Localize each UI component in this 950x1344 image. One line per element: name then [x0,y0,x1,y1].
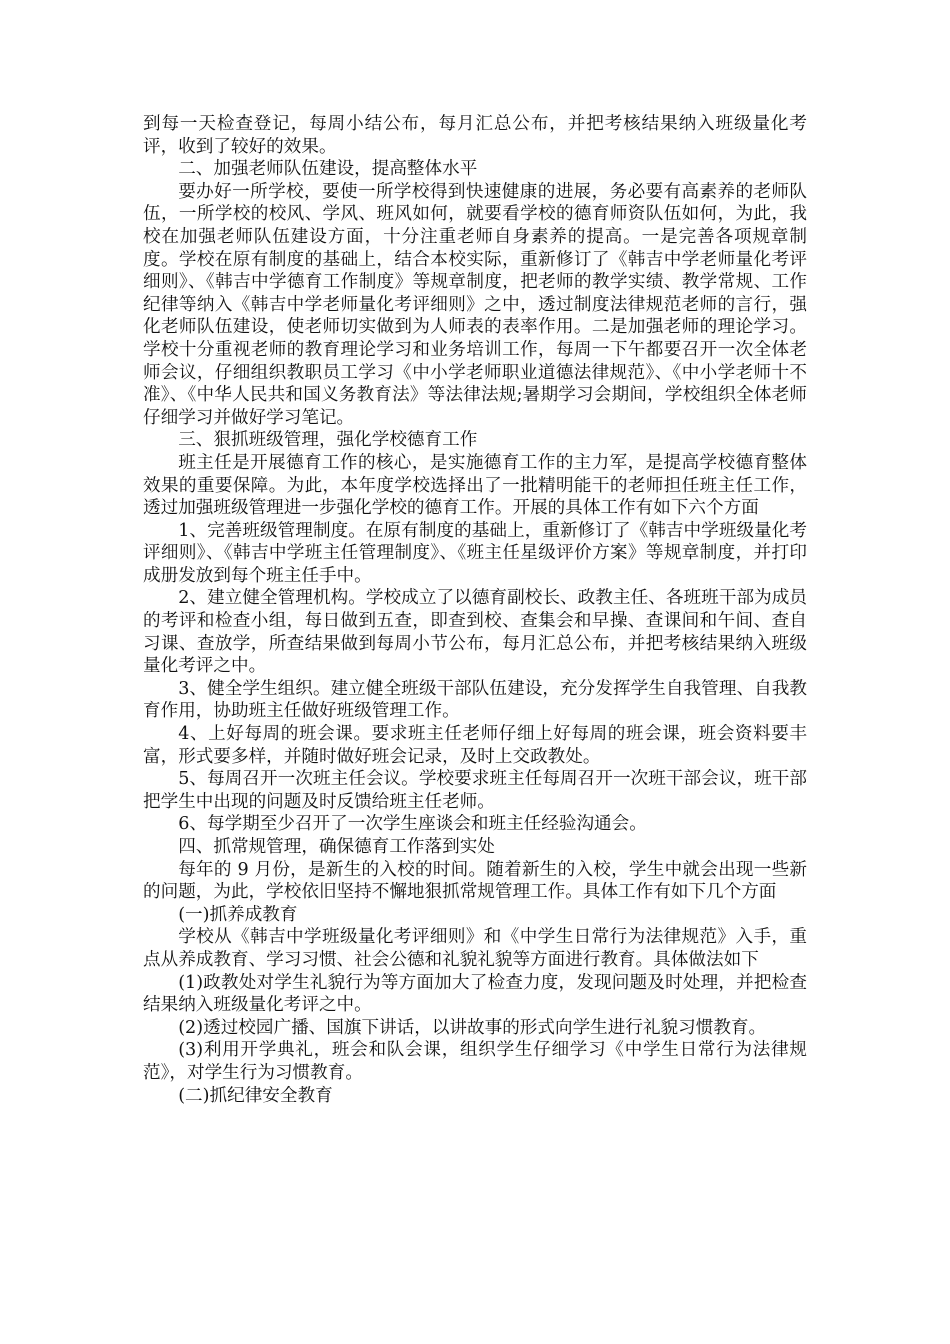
paragraph: 班主任是开展德育工作的核心，是实施德育工作的主力军，是提高学校德育整体效果的重要保障。为此，本年度学校选择出了一批精明能干的老师担任班主任工作，透过加强班级管理进一步强化学校的德育工作。开展的具体工作有如下六个方面 [143,452,807,519]
subsection-heading: (一)抓养成教育 [178,904,298,925]
list-item: 5、每周召开一次班主任会议。学校要求班主任每周召开一次班干部会议，班干部把学生中出现的问题及时反馈给班主任老师。 [143,769,807,812]
list-item: 3、健全学生组织。建立健全班级干部队伍建设，充分发挥学生自我管理、自我教育作用，协助班主任做好班级管理工作。 [143,678,807,722]
paragraph: 每年的 9 月份，是新生的入校的时间。随着新生的入校，学生中就会出现一些新的问题，为此，学校依旧坚持不懈地狠抓常规管理工作。具体工作有如下几个方面 [143,859,807,903]
section-heading-3: 三、狠抓班级管理，强化学校德育工作 [178,430,478,451]
list-item: 4、上好每周的班会课。要求班主任老师仔细上好每周的班会课，班会资料要丰富，形式要多样，并随时做好班会记录，及时上交政教处。 [143,724,807,767]
list-item: 1、完善班级管理制度。在原有制度的基础上，重新修订了《韩吉中学班级量化考评细则》、《韩吉中学班主任管理制度》、《班主任星级评价方案》等规章制度，并打印成册发放到每个班主任手中。 [143,520,807,586]
subsection-heading: (二)抓纪律安全教育 [178,1085,333,1106]
section-heading-4: 四、抓常规管理，确保德育工作落到实处 [178,837,495,857]
section-heading-2: 二、加强老师队伍建设，提高整体水平 [178,159,478,180]
list-item: (3)利用开学典礼，班会和队会课，组织学生仔细学习《中学生日常行为法律规范》，对学生行为习惯教育。 [143,1040,807,1083]
document-body [143,113,807,1107]
list-item: (2)透过校园广播、国旗下讲话，以讲故事的形式向学生进行礼貌习惯教育。 [178,1017,767,1038]
list-item: (1)政教处对学生礼貌行为等方面加大了检查力度，发现问题及时处理，并把检查结果纳入班级量化考评之中。 [143,972,807,1016]
paragraph: 学校从《韩吉中学班级量化考评细则》和《中学生日常行为法律规范》入手，重点从养成教育、学习习惯、社会公德和礼貌礼貌等方面进行教育。具体做法如下 [143,927,807,970]
list-item: 2、建立健全管理机构。学校成立了以德育副校长、政教主任、各班班干部为成员的考评和检查小组，每日做到五查，即查到校、查集会和早操、查课间和午间、查自习课、查放学，所查结果做到每周小节公布，每月汇总公布，并把考核结果纳入班级量化考评之中。 [143,588,807,677]
list-item: 6、每学期至少召开了一次学生座谈会和班主任经验沟通会。 [178,814,647,835]
paragraph-continuation: 到每一天检查登记，每周小结公布，每月汇总公布，并把考核结果纳入班级量化考评，收到了较好的效果。 [143,114,807,157]
paragraph: 要办好一所学校，要使一所学校得到快速健康的进展，务必要有高素养的老师队伍，一所学校的校风、学风、班风如何，就要看学校的德育师资队伍如何，为此，我校在加强老师队伍建设方面，十分注重老师自身素养的提高。一是完善各项规章制度。学校在原有制度的基础上，结合本校实际，重新修订了《韩吉中学老师量化考评细则》、《韩吉中学德育工作制度》等规章制度，把老师的教学实绩、教学常规、工作纪律等纳入《韩吉中学老师量化考评细则》之中，透过制度法律规范老师的言行，强化老师队伍建设，使老师切实做到为人师表的表率作用。二是加强老师的理论学习。学校十分重视老师的教育理论学习和业务培训工作，每周一下午都要召开一次全体老师会议，仔细组织教职员工学习《中小学老师职业道德法律规范》、《中小学老师十不准》、《中华人民共和国义务教育法》等法律法规;暑期学习会期间，学校组织全体老师仔细学习并做好学习笔记。 [143,181,807,428]
